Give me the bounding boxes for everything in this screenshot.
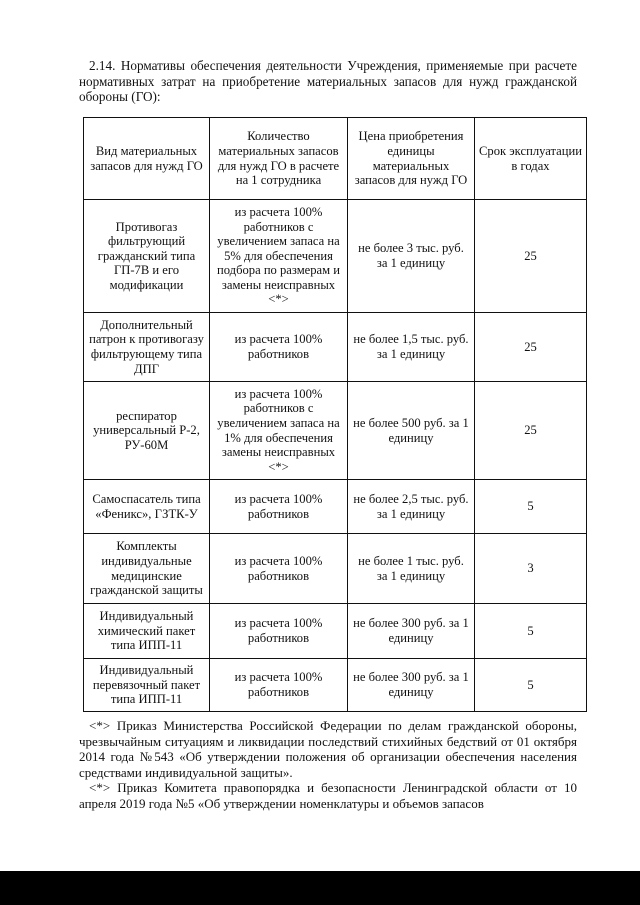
table-row bbox=[84, 659, 587, 712]
cell-quantity: из расчета 100% работников bbox=[210, 480, 348, 534]
cell-price: не более 3 тыс. руб. за 1 единицу bbox=[348, 200, 475, 313]
table-row bbox=[84, 200, 587, 313]
cell-term: 5 bbox=[475, 604, 587, 659]
cell-name: Дополнительный патрон к противогазу фильтрующему типа ДПГ bbox=[84, 313, 210, 382]
table-row bbox=[84, 534, 587, 604]
table-row bbox=[84, 382, 587, 480]
cell-price: не более 500 руб. за 1 единицу bbox=[348, 382, 475, 480]
header-price: Цена приобретения единицы материальных запасов для нужд ГО bbox=[348, 118, 475, 200]
cell-name: Самоспасатель типа «Феникс», ГЗТК-У bbox=[84, 480, 210, 534]
cell-price: не более 300 руб. за 1 единицу bbox=[348, 604, 475, 659]
cell-quantity: из расчета 100% работников bbox=[210, 659, 348, 712]
cell-name: респиратор универсальный Р-2, РУ-60М bbox=[84, 382, 210, 480]
cell-price: не более 1 тыс. руб. за 1 единицу bbox=[348, 534, 475, 604]
table-row bbox=[84, 480, 587, 534]
footnotes bbox=[79, 718, 577, 812]
cell-term: 25 bbox=[475, 382, 587, 480]
section-intro: 2.14. Нормативы обеспечения деятельности Учреждения, применяемые при расчете нормативных затрат на приобретение материальных запасов для нужд гражданской обороны (ГО): bbox=[79, 58, 577, 104]
cell-term: 25 bbox=[475, 313, 587, 382]
cell-name: Индивидуальный химический пакет типа ИПП-11 bbox=[84, 604, 210, 659]
footnote: <*> Приказ Министерства Российской Федерации по делам гражданской обороны, чрезвычайным ситуациям и ликвидации последствий стихийных бедствий от 01 октября 2014 года №543 «Об утверждении положения об организации обеспечения населения средствами индивидуальной защиты». bbox=[79, 718, 577, 780]
table-row bbox=[84, 604, 587, 659]
cell-price: не более 2,5 тыс. руб. за 1 единицу bbox=[348, 480, 475, 534]
cell-term: 3 bbox=[475, 534, 587, 604]
table-header-row bbox=[84, 118, 587, 200]
scan-bottom-edge bbox=[0, 871, 640, 905]
cell-name: Индивидуальный перевязочный пакет типа ИПП-11 bbox=[84, 659, 210, 712]
header-material-type: Вид материальных запасов для нужд ГО bbox=[84, 118, 210, 200]
cell-term: 5 bbox=[475, 659, 587, 712]
cell-price: не более 300 руб. за 1 единицу bbox=[348, 659, 475, 712]
header-service-life: Срок эксплуатации в годах bbox=[475, 118, 587, 200]
cell-name: Комплекты индивидуальные медицинские гражданской защиты bbox=[84, 534, 210, 604]
cell-term: 25 bbox=[475, 200, 587, 313]
table-row bbox=[84, 313, 587, 382]
cell-term: 5 bbox=[475, 480, 587, 534]
footnote: <*> Приказ Комитета правопорядка и безопасности Ленинградской области от 10 апреля 2019 года №5 «Об утверждении номенклатуры и объемов запасов bbox=[79, 780, 577, 811]
cell-name: Противогаз фильтрующий гражданский типа ГП-7В и его модификации bbox=[84, 200, 210, 313]
cell-quantity: из расчета 100% работников с увеличением запаса на 1% для обеспечения замены неисправных <*> bbox=[210, 382, 348, 480]
cell-price: не более 1,5 тыс. руб. за 1 единицу bbox=[348, 313, 475, 382]
cell-quantity: из расчета 100% работников bbox=[210, 534, 348, 604]
cell-quantity: из расчета 100% работников bbox=[210, 604, 348, 659]
norms-table bbox=[83, 117, 587, 712]
header-quantity: Количество материальных запасов для нужд ГО в расчете на 1 сотрудника bbox=[210, 118, 348, 200]
cell-quantity: из расчета 100% работников bbox=[210, 313, 348, 382]
cell-quantity: из расчета 100% работников с увеличением запаса на 5% для обеспечения подбора по размерам и замены неисправных <*> bbox=[210, 200, 348, 313]
